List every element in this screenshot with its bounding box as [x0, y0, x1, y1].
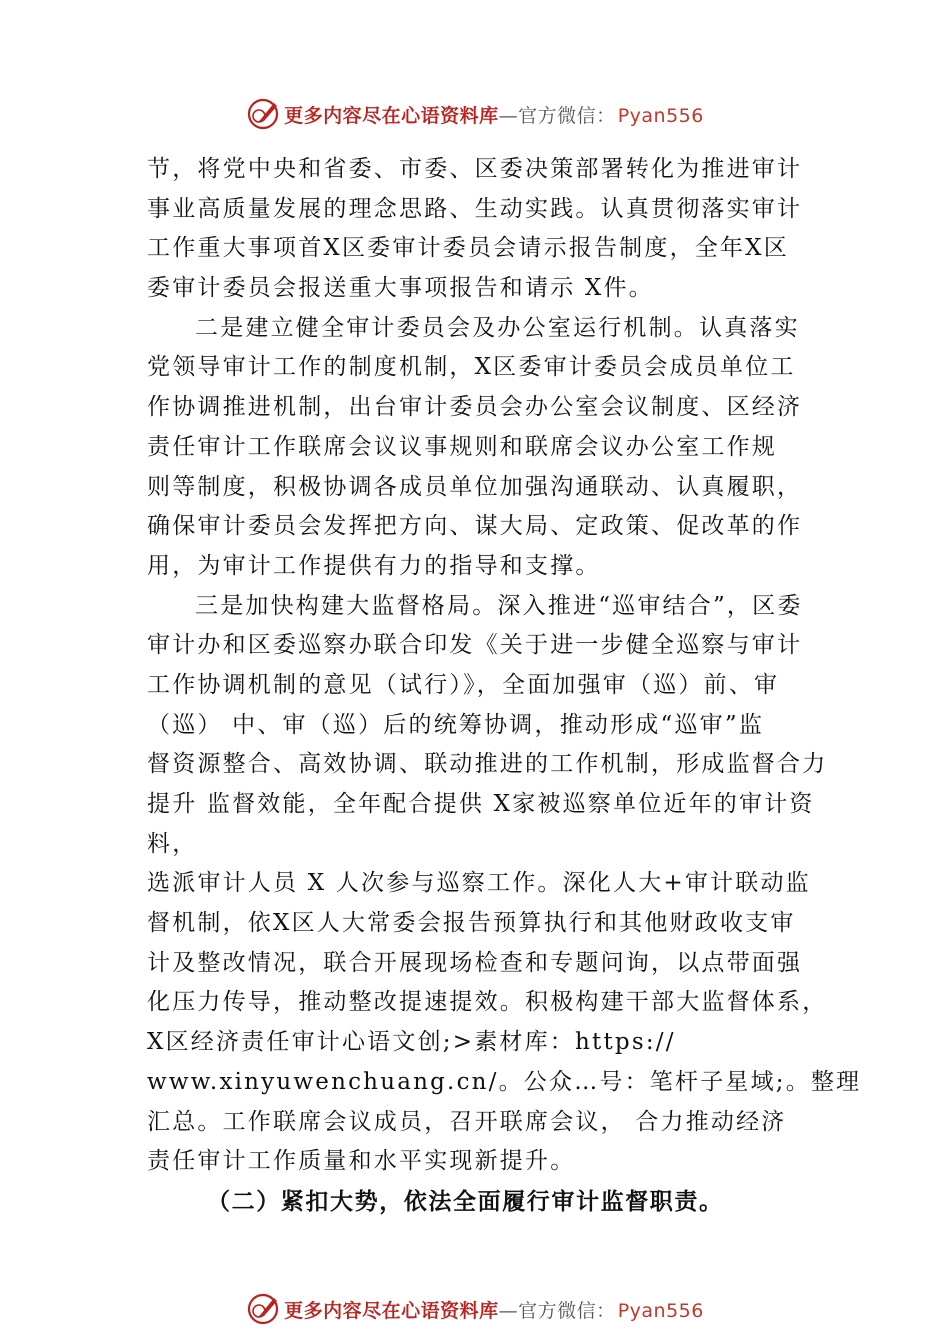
- text-line: 汇总。工作联席会议成员，召开联席会议， 合力推动经济: [147, 1108, 787, 1135]
- pen-nib-logo-icon: [246, 1292, 280, 1326]
- text-line: 审计办和区委巡察办联合印发《关于进一步健全巡察与审计: [147, 632, 803, 659]
- header-wechat-id: Pyan556: [617, 104, 704, 127]
- text-line: 党领导审计工作的制度机制，X区委审计委员会成员单位工: [147, 354, 796, 381]
- header-brand: 更多内容尽在心语资料库: [284, 104, 499, 127]
- text-line: 委审计委员会报送重大事项报告和请示 X件。: [147, 275, 654, 302]
- text-line: （巡） 中、审（巡）后的统筹协调，推动形成“巡审”监: [147, 711, 765, 738]
- text-line: 三是加快构建大监督格局。深入推进“巡审结合”，区委: [195, 592, 803, 619]
- text-line: 责任审计工作质量和水平实现新提升。: [147, 1148, 576, 1175]
- footer-banner: [0, 1289, 950, 1329]
- text-line: www.xinyuwenchuang.cn/。公众…号：笔杆子星域;。整理: [147, 1068, 862, 1095]
- text-line: 工作协调机制的意见（试行）》，全面加强审（巡）前、审: [147, 671, 780, 698]
- footer-brand: 更多内容尽在心语资料库: [284, 1299, 499, 1322]
- text-line: 计及整改情况，联合开展现场检查和专题问询，以点带面强: [147, 949, 803, 976]
- text-line: 确保审计委员会发挥把方向、谋大局、定政策、促改革的作: [147, 513, 803, 540]
- text-line: 则等制度，积极协调各成员单位加强沟通联动、认真履职，: [147, 473, 803, 500]
- text-line: 选派审计人员 X 人次参与巡察工作。深化人大+审计联动监: [147, 870, 811, 897]
- text-line: 督机制，依X区人大常委会报告预算执行和其他财政收支审: [147, 910, 796, 937]
- text-line: 作协调推进机制，出台审计委员会办公室会议制度、区经济: [147, 394, 803, 421]
- header-wechat-label: 官方微信：: [518, 104, 616, 127]
- text-line: 化压力传导，推动整改提速提效。积极构建干部大监督体系，: [147, 989, 828, 1016]
- text-line: X区经济责任审计心语文创;>素材库：https://: [147, 1029, 676, 1056]
- text-line: 督资源整合、高效协调、联动推进的工作机制，形成监督合力: [147, 751, 828, 778]
- header-banner: [0, 94, 950, 134]
- text-line: 用，为审计工作提供有力的指导和支撑。: [147, 552, 601, 579]
- footer-wechat-label: 官方微信：: [518, 1299, 616, 1322]
- footer-banner-text: [284, 1296, 704, 1323]
- header-separator: —: [498, 104, 519, 127]
- footer-separator: —: [498, 1299, 519, 1322]
- text-line: 事业高质量发展的理念思路、生动实践。认真贯彻落实审计: [147, 195, 803, 222]
- text-line: 二是建立健全审计委员会及办公室运行机制。认真落实: [195, 314, 800, 341]
- pen-nib-logo-icon: [246, 97, 280, 131]
- document-body: [147, 150, 862, 1222]
- section-heading: （二）紧扣大势，依法全面履行审计监督职责。: [207, 1187, 724, 1215]
- footer-wechat-id: Pyan556: [617, 1299, 704, 1322]
- text-line: 节，将党中央和省委、市委、区委决策部署转化为推进审计: [147, 156, 803, 182]
- text-line: 料，: [147, 830, 198, 857]
- text-line: 工作重大事项首X区委审计委员会请示报告制度，全年X区: [147, 235, 789, 262]
- text-line: 提升 监督效能，全年配合提供 X家被巡察单位近年的审计资: [147, 791, 815, 817]
- text-line: 责任审计工作联席会议议事规则和联席会议办公室工作规: [147, 433, 777, 460]
- header-banner-text: [284, 101, 704, 128]
